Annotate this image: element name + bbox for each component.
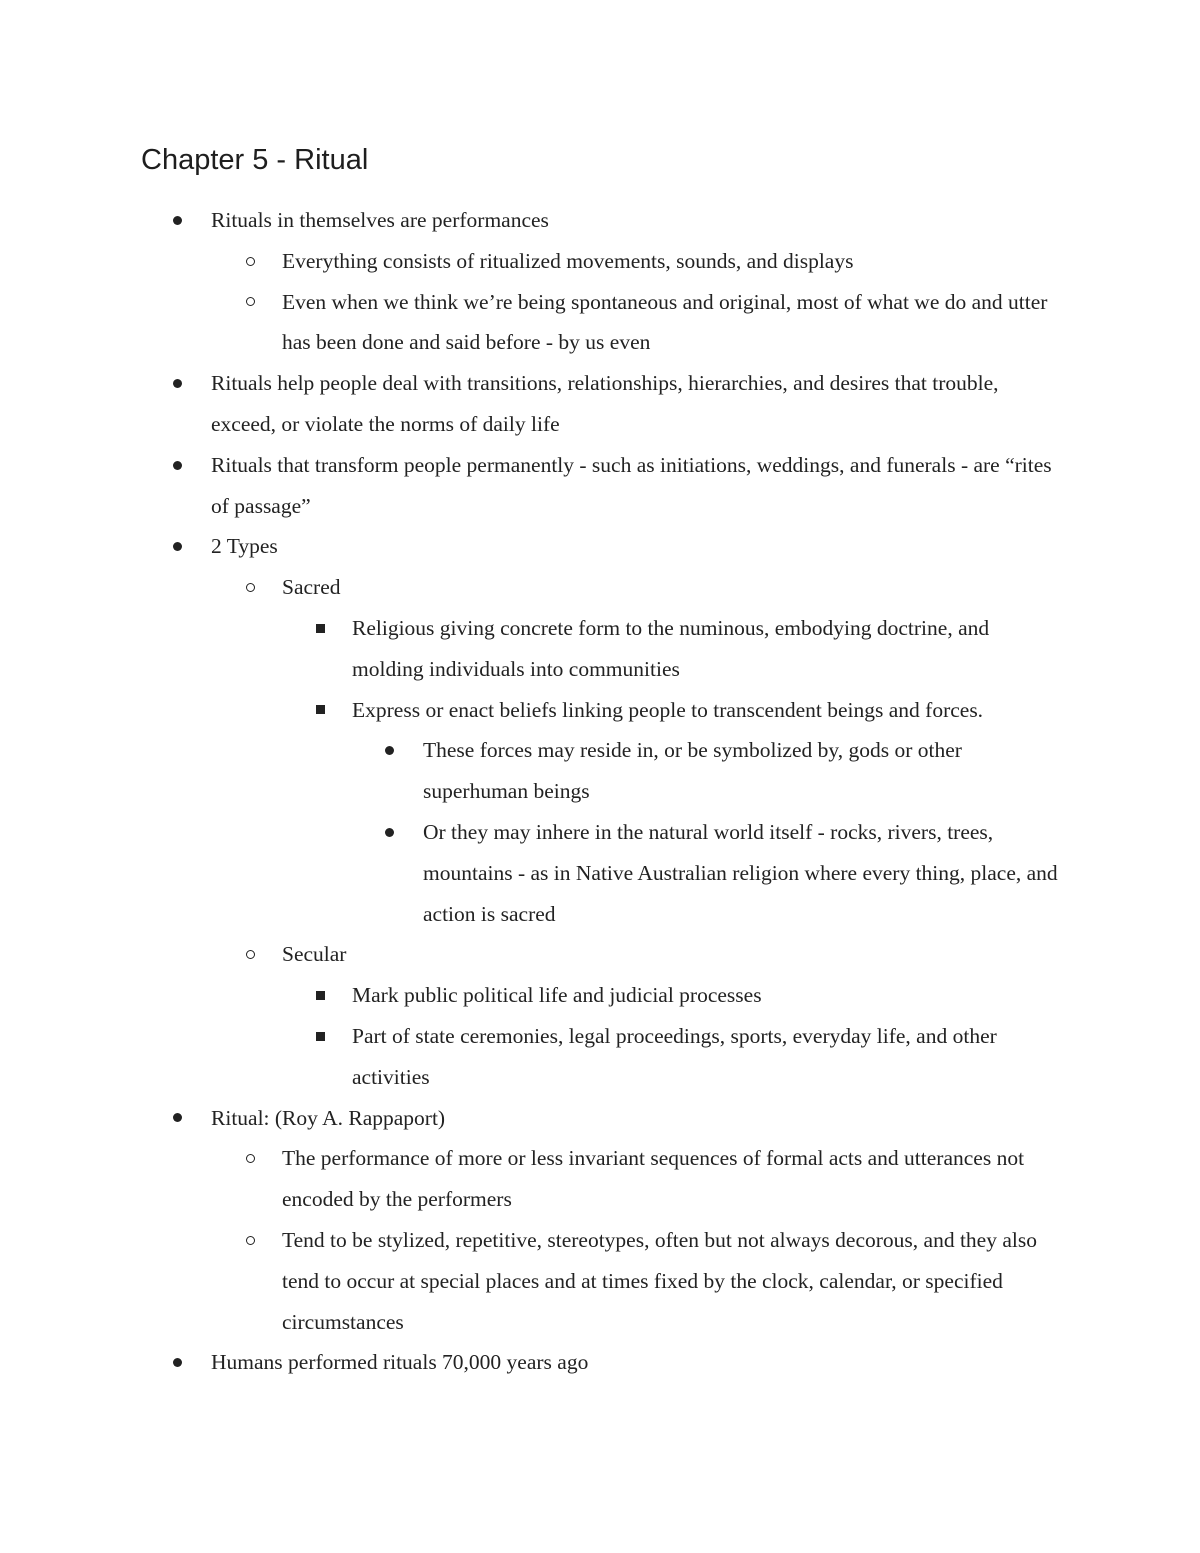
list-item xyxy=(211,526,1061,567)
list-item xyxy=(282,282,1062,364)
list-item xyxy=(352,975,1064,1016)
item-text: Rituals that transform people permanently - such as initiations, weddings, and funerals - are “rites of passage” xyxy=(211,452,1052,518)
item-text: These forces may reside in, or be symbolized by, gods or other superhuman beings xyxy=(423,738,962,804)
bullet-square-icon xyxy=(314,1016,326,1057)
notes-list xyxy=(0,200,1200,1383)
item-text: Religious giving concrete form to the numinous, embodying doctrine, and molding individuals into communities xyxy=(352,615,990,681)
item-text: Rituals in themselves are performances xyxy=(211,208,549,232)
item-text: Humans performed rituals 70,000 years ago xyxy=(211,1350,589,1375)
list-item xyxy=(282,241,1062,282)
list-item xyxy=(282,1220,1062,1342)
list-item xyxy=(423,730,1063,812)
bullet-circle-icon xyxy=(244,934,256,975)
list-item xyxy=(211,1098,1061,1139)
item-text: Part of state ceremonies, legal proceedings, sports, everyday life, and other activities xyxy=(352,1023,997,1089)
bullet-circle-icon xyxy=(244,241,256,282)
list-item xyxy=(211,1342,1061,1383)
item-text: The performance of more or less invariant sequences of formal acts and utterances not encoded by the performers xyxy=(282,1146,1025,1212)
bullet-circle-icon xyxy=(244,282,256,323)
item-text: Rituals help people deal with transitions, relationships, hierarchies, and desires that trouble, exceed, or violate the norms of daily life xyxy=(211,371,999,436)
item-text: Express or enact beliefs linking people to transcendent beings and forces. xyxy=(352,697,984,722)
bullet-circle-icon xyxy=(244,567,256,608)
bullet-disc-icon xyxy=(171,1342,183,1383)
bullet-circle-icon xyxy=(244,1220,256,1261)
list-item xyxy=(423,812,1063,934)
bullet-disc-icon xyxy=(383,730,395,771)
item-text: Sacred xyxy=(282,575,341,600)
item-text: Mark public political life and judicial processes xyxy=(352,983,762,1008)
bullet-circle-icon xyxy=(244,1138,256,1179)
bullet-disc-icon xyxy=(171,363,183,404)
item-text: Tend to be stylized, repetitive, stereotypes, often but not always decorous, and they also tend to occur at special places and at times fixed by the clock, calendar, or specified circumstances xyxy=(282,1227,1037,1334)
list-item xyxy=(282,567,1062,608)
list-item xyxy=(352,608,1064,690)
bullet-square-icon xyxy=(314,608,326,649)
item-text: 2 Types xyxy=(211,534,278,559)
list-item xyxy=(211,445,1061,527)
bullet-disc-icon xyxy=(171,1098,183,1139)
list-item xyxy=(211,200,1061,241)
list-item xyxy=(282,934,1062,975)
item-text: Or they may inhere in the natural world itself - rocks, rivers, trees, mountains - as in Native Australian religion where every thing, place, and action is sacred xyxy=(423,819,1058,926)
item-text: Secular xyxy=(282,942,347,967)
bullet-square-icon xyxy=(314,975,326,1016)
item-text: Everything consists of ritualized movements, sounds, and displays xyxy=(282,248,854,273)
page-title: Chapter 5 - Ritual xyxy=(141,144,369,176)
item-text: Even when we think we’re being spontaneous and original, most of what we do and utter has been done and said before - by us even xyxy=(282,289,1048,355)
item-text: Ritual: (Roy A. Rappaport) xyxy=(211,1105,446,1130)
bullet-disc-icon xyxy=(171,200,183,241)
list-item xyxy=(211,363,1061,445)
bullet-disc-icon xyxy=(383,812,395,853)
list-item xyxy=(282,1138,1062,1220)
bullet-square-icon xyxy=(314,690,326,731)
bullet-disc-icon xyxy=(171,526,183,567)
list-item xyxy=(352,690,1064,731)
bullet-disc-icon xyxy=(171,445,183,486)
list-item xyxy=(352,1016,1064,1098)
